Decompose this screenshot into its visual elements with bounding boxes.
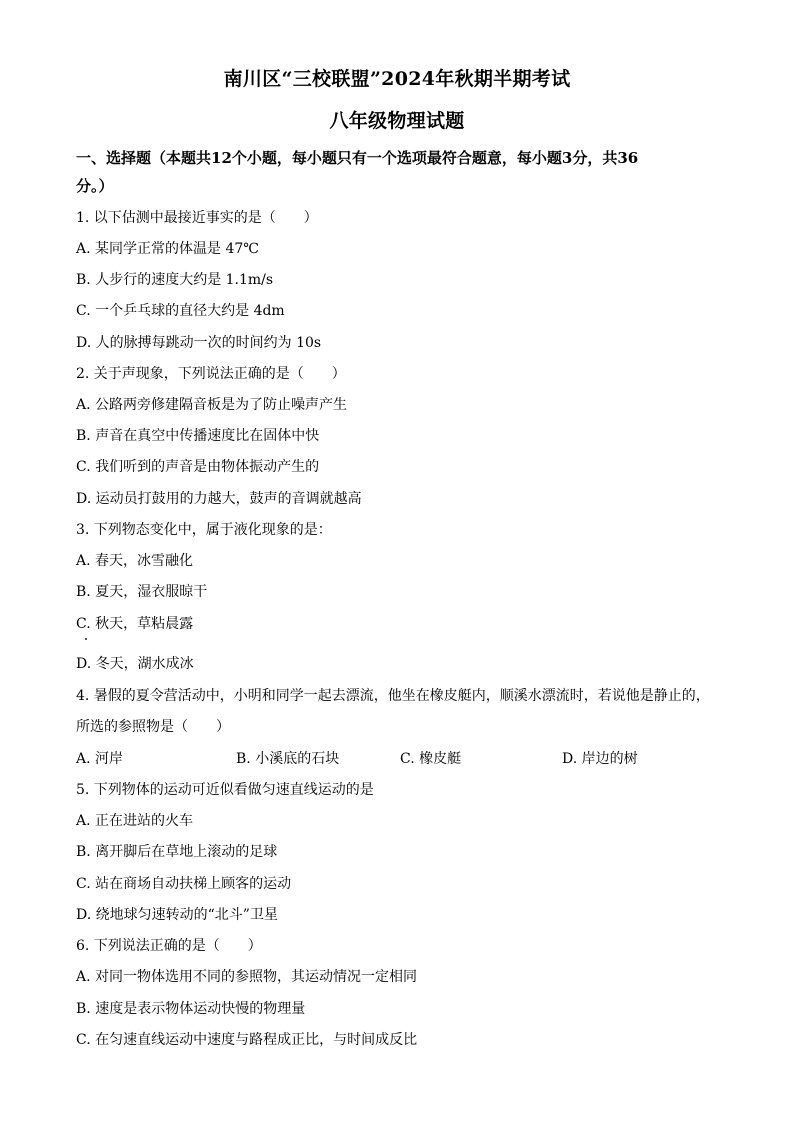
question-option: D. 岸边的树 [562, 751, 638, 767]
question-option: B. 离开脚后在草地上滚动的足球 [76, 844, 278, 860]
question-option: D. 运动员打鼓用的力越大，鼓声的音调就越高 [76, 491, 362, 507]
question-option: D. 人的脉搏每跳动一次的时间约为 10s [76, 335, 322, 351]
question-option: A. 春天，冰雪融化 [76, 553, 194, 569]
question-option: C. 秋天，草粘晨露 [76, 616, 194, 632]
question-option: B. 声音在真空中传播速度比在固体中快 [76, 428, 320, 444]
section-heading-line2: 分。） [76, 177, 114, 195]
stray-dot [85, 638, 87, 640]
question-option: A. 对同一物体选用不同的参照物，其运动情况一定相同 [76, 969, 418, 985]
question-stem-line1: 4. 暑假的夏令营活动中，小明和同学一起去漂流，他坐在橡皮艇内，顺溪水漂流时，若说他是静止的， [76, 688, 710, 704]
question-option: D. 冬天，湖水成冰 [76, 656, 194, 672]
question-stem: 2. 关于声现象，下列说法正确的是（ ） [76, 366, 346, 382]
exam-subtitle: 八年级物理试题 [329, 110, 465, 132]
question-stem: 6. 下列说法正确的是（ ） [76, 938, 262, 954]
question-option: B. 小溪底的石块 [236, 751, 340, 767]
question-option: A. 河岸 [76, 751, 124, 767]
question-option: C. 站在商场自动扶梯上顾客的运动 [76, 876, 292, 892]
question-option: A. 公路两旁修建隔音板是为了防止噪声产生 [76, 397, 348, 413]
question-option: C. 一个乒乓球的直径大约是 4dm [76, 303, 285, 319]
question-options-row [76, 749, 676, 769]
question-stem-line2: 所选的参照物是（ ） [76, 719, 230, 735]
exam-title: 南川区“三校联盟”2024年秋期半期考试 [223, 68, 571, 90]
question-option: A. 某同学正常的体温是 47℃ [76, 241, 259, 257]
question-option: B. 速度是表示物体运动快慢的物理量 [76, 1001, 306, 1017]
question-option: B. 夏天，湿衣服晾干 [76, 584, 208, 600]
question-option: D. 绕地球匀速转动的“北斗”卫星 [76, 907, 278, 923]
section-heading-line1: 一、选择题（本题共12个小题，每小题只有一个选项最符合题意，每小题3分，共36 [76, 149, 639, 167]
question-stem: 3. 下列物态变化中，属于液化现象的是： [76, 522, 332, 538]
question-option: A. 正在进站的火车 [76, 813, 194, 829]
question-stem: 5. 下列物体的运动可近似看做匀速直线运动的是 [76, 782, 374, 798]
section-heading [76, 144, 716, 200]
question-option: C. 在匀速直线运动中速度与路程成正比，与时间成反比 [76, 1032, 418, 1048]
question-option: C. 橡皮艇 [400, 751, 462, 767]
question-option: C. 我们听到的声音是由物体振动产生的 [76, 459, 320, 475]
question-option: B. 人步行的速度大约是 1.1m/s [76, 272, 274, 288]
question-stem: 1. 以下估测中最接近事实的是（ ） [76, 210, 318, 226]
